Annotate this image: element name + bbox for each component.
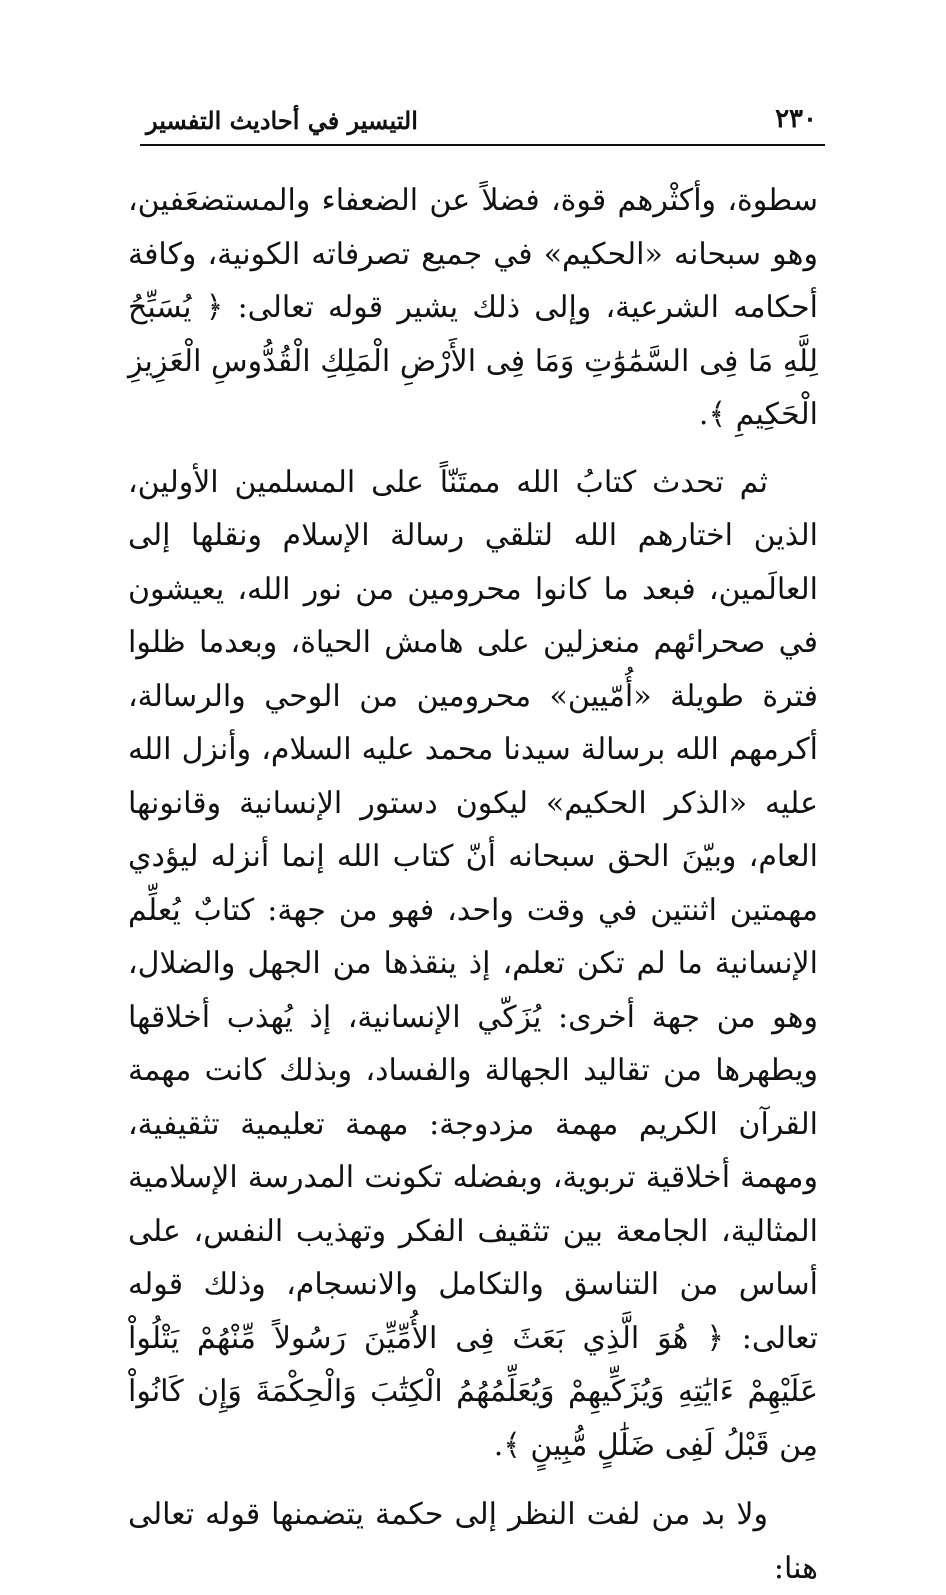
page-header (140, 98, 825, 146)
paragraph-1: سطوة، وأكثْرهم قوة، فضلاً عن الضعفاء والمستضعَفين، وهو سبحانه «الحكيم» في جميع تصرفاته الكونية، وكافة أحكامه الشرعية، وإلى ذلك يشير قوله تعالى: ﴿ يُسَبِّحُ لِلَّهِ مَا فِى السَّمَٰوَٰتِ وَمَا فِى الأَرْضِ الْمَلِكِ الْقُدُّوسِ الْعَزِيزِ الْحَكِيمِ ﴾. (128, 183, 818, 432)
paragraph-3: ولا بد من لفت النظر إلى حكمة يتضمنها قوله تعالى هنا: (128, 1497, 818, 1586)
paragraph-2: ثم تحدث كتابُ الله ممتَنّاً على المسلمين الأولين، الذين اختارهم الله لتلقي رسالة الإسلام ونقلها إلى العالَمين، فبعد ما كانوا محرومين من نور الله، يعيشون في صحرائهم منعزلين على هامش الحياة، وبعدما ظلوا فترة طويلة «أُمّيين» محرومين من الوحي والرسالة، أكرمهم الله برسالة سيدنا محمد عليه السلام، وأنزل الله عليه «الذكر الحكيم» ليكون دستور الإنسانية وقانونها العام، وبيّنَ الحق سبحانه أنّ كتاب الله إنما أنزله ليؤدي مهمتين اثنتين في وقت واحد، فهو من جهة: كتابٌ يُعلِّم الإنسانية ما لم تكن تعلم، إذ ينقذها من الجهل والضلال، وهو من جهة أخرى: يُزَكّي الإنسانية، إذ يُهذب أخلاقها ويطهرها من تقاليد الجهالة والفساد، وبذلك كانت مهمة القرآن الكريم مهمة مزدوجة: مهمة تعليمية تثقيفية، ومهمة أخلاقية تربوية، وبفضله تكونت المدرسة الإسلامية المثالية، الجامعة بين تثقيف الفكر وتهذيب النفس، على أساس من التناسق والتكامل والانسجام، وذلك قوله تعالى: ﴿ هُوَ الَّذِي بَعَثَ فِى الأُمِّيِّنَ رَسُولاً مِّنْهُمْ يَتْلُواْ عَلَيْهِمْ ءَايَٰتِهِ وَيُزَكِّيهِمْ وَيُعَلِّمُهُمُ الْكِتَٰبَ وَالْحِكْمَةَ وَإِن كَانُواْ مِن قَبْلُ لَفِى ضَلَٰلٍ مُّبِينٍ ﴾. (128, 464, 818, 1463)
running-title: التيسير في أحاديث التفسير (146, 106, 418, 135)
page-body (128, 174, 818, 1595)
page-number: ٢٣٠ (775, 104, 817, 134)
